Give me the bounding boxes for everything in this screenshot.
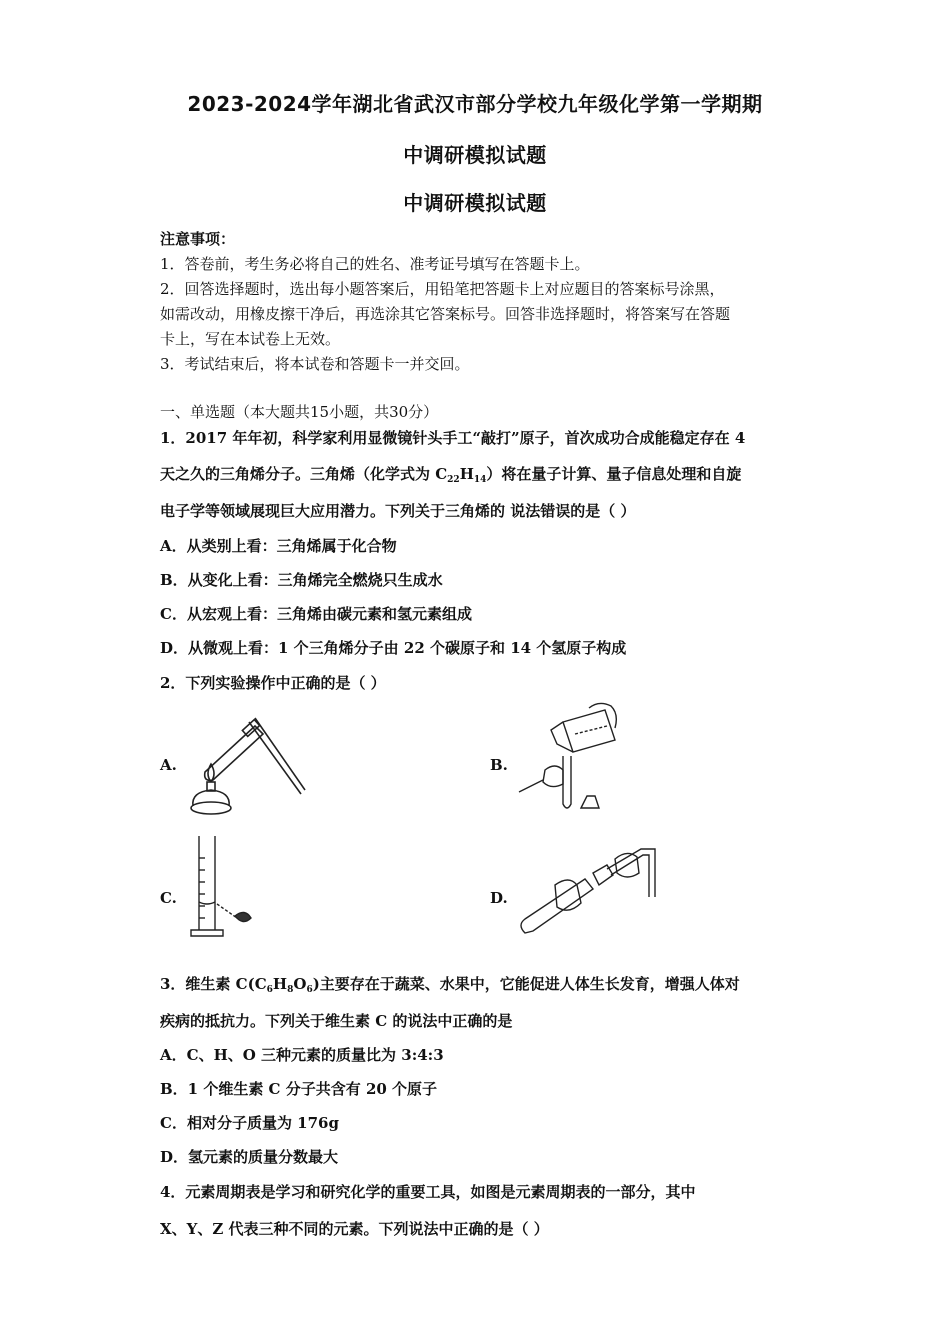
q2-label-a: A. — [160, 756, 177, 774]
q1-option-c: C．从宏观上看：三角烯由碳元素和氢元素组成 — [160, 605, 472, 623]
notice-item-3: 3．考试结束后，将本试卷和答题卡一并交回。 — [160, 355, 470, 373]
q1-line1: 1．2017 年年初，科学家利用显微镜针头手工“敲打”原子，首次成功合成能稳定存在 4 — [160, 429, 746, 447]
q1-line3: 电子学等领域展现巨大应用潜力。下列关于三角烯的 说法错误的是（ ） — [160, 502, 636, 520]
q1-option-d: D．从微观上看：1 个三角烯分子由 22 个碳原子和 14 个氢原子构成 — [160, 639, 627, 657]
q4-line2: X、Y、Z 代表三种不同的元素。下列说法中正确的是（ ） — [160, 1220, 549, 1238]
notice-heading: 注意事项： — [160, 230, 236, 248]
page-title-line2: 中调研模拟试题 — [403, 143, 547, 167]
q2-label-c: C. — [160, 889, 177, 907]
page-title-line3: 中调研模拟试题 — [403, 191, 547, 215]
q1-line2: 天之久的三角烯分子。三角烯（化学式为 $C_{22}H_{14}$）将在量子计算、量子信息处理和自旋 — [160, 465, 742, 485]
connecting-apparatus-figure — [515, 845, 665, 941]
q3-option-a: A．C、H、O 三种元素的质量比为 3:4:3 — [160, 1046, 444, 1064]
notice-item-2a: 2．回答选择题时，选出每小题答案后，用铅笔把答题卡上对应题目的答案标号涂黑， — [160, 280, 725, 298]
q3-option-d: D．氢元素的质量分数最大 — [160, 1148, 339, 1166]
page-title-line1: 2023-2024学年湖北省武汉市部分学校九年级化学第一学期期 — [187, 92, 763, 116]
q3-option-c: C．相对分子质量为 176g — [160, 1114, 339, 1132]
q2-label-b: B. — [490, 756, 508, 774]
q2-stem: 2．下列实验操作中正确的是（ ） — [160, 674, 386, 692]
pouring-liquid-figure — [515, 700, 625, 818]
q4-line1: 4．元素周期表是学习和研究化学的重要工具，如图是元素周期表的一部分，其中 — [160, 1183, 696, 1201]
q3-line2: 疾病的抵抗力。下列关于维生素 C 的说法中正确的是 — [160, 1012, 513, 1030]
graduated-cylinder-figure — [185, 832, 265, 942]
section-heading: 一、单选题（本大题共15小题，共30分） — [160, 403, 439, 421]
notice-item-2b: 如需改动，用橡皮擦干净后，再选涂其它答案标号。回答非选择题时，将答案写在答题 — [160, 305, 731, 323]
q3-line1: 3．维生素 $C(C_6H_8O_6)$主要存在于蔬菜、水果中，它能促进人体生长发育，增强人体对 — [160, 975, 740, 995]
q2-label-d: D. — [490, 889, 508, 907]
notice-item-2c: 卡上，写在本试卷上无效。 — [160, 330, 341, 348]
q1-option-a: A．从类别上看：三角烯属于化合物 — [160, 537, 397, 555]
heating-test-tube-figure — [185, 716, 310, 818]
notice-item-1: 1．答卷前，考生务必将自己的姓名、准考证号填写在答题卡上。 — [160, 255, 590, 273]
q3-option-b: B．1 个维生素 C 分子共含有 20 个原子 — [160, 1080, 438, 1098]
q1-option-b: B．从变化上看：三角烯完全燃烧只生成水 — [160, 571, 443, 589]
